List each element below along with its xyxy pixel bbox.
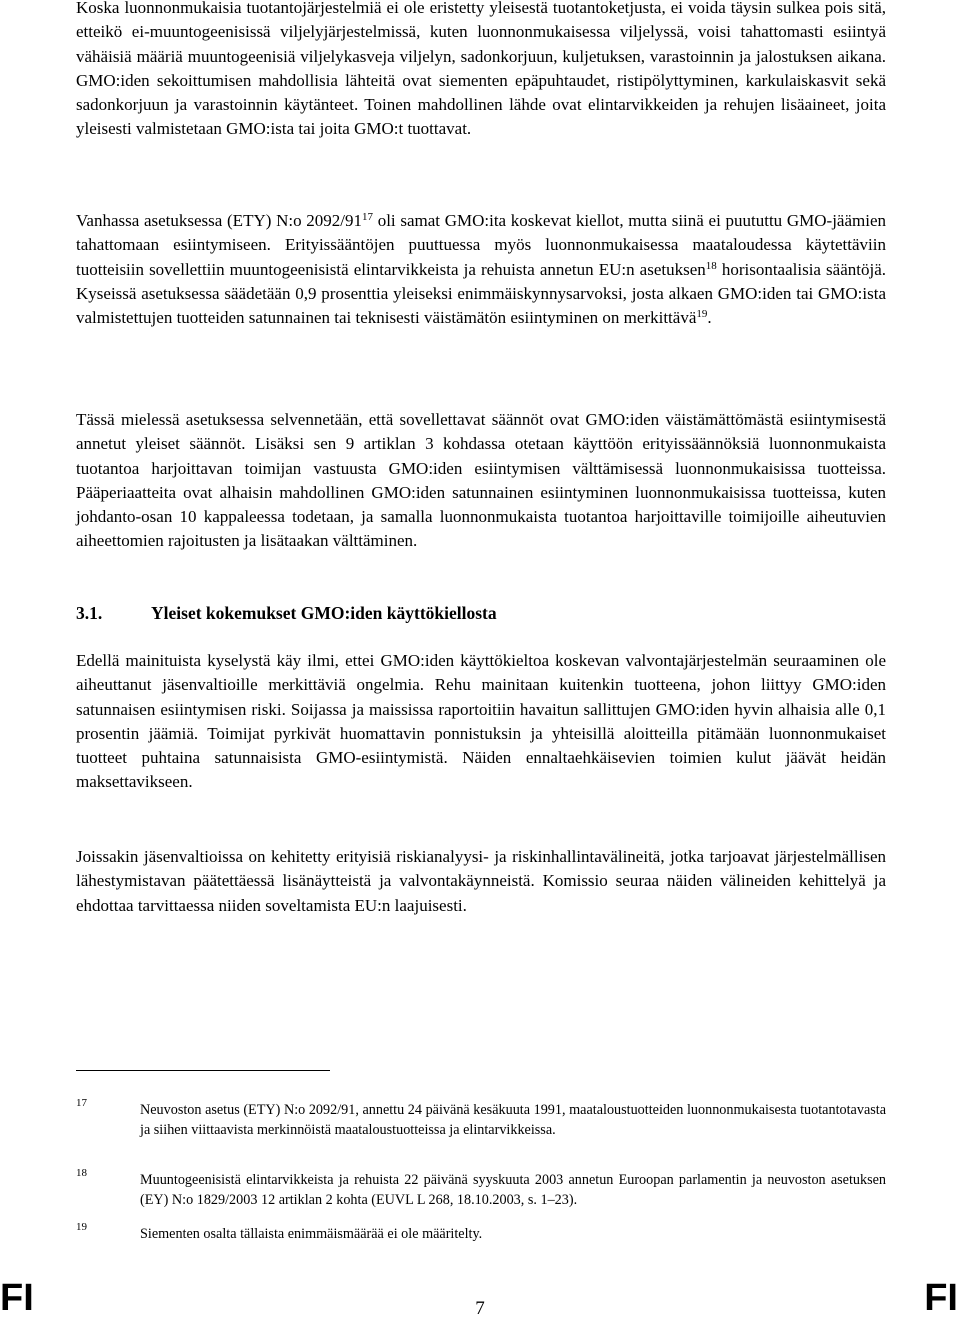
section-number: 3.1.	[76, 603, 103, 623]
footnote-ref-19[interactable]: 19	[696, 308, 708, 321]
paragraph-2-part-a: Vanhassa asetuksessa (ETY) N:o 2092/91	[76, 211, 363, 230]
footnote-separator	[76, 1070, 330, 1071]
footnote-mark: 19	[76, 1221, 87, 1233]
section-heading	[76, 603, 886, 624]
paragraph-4: Edellä mainituista kyselystä käy ilmi, ettei GMO:iden käyttökieltoa koskevan valvontajärjestelmän seuraaminen ole aiheuttanut jäsenvaltioille merkittäviä ongelmia. Rehu mainitaan kuitenkin tuotteena, johon liittyy GMO:iden satunnaisen esiintymisen riski. Soijassa ja maississa raportoitiin havaitun sallittujen GMO:iden hyvin alhaisia alle 0,1 prosentin jäämiä. Toimijat pyrkivät huomattavin ponnistuksin ja yhteisillä aloitteilla pitämään luonnonmukaiset tuotteet puhtaina satunnaisista GMO-esiintymistä. Näiden ennaltaehkäisevien toimien kulut jäävät heidän maksettavikseen.	[76, 651, 886, 792]
paragraph-1: Koska luonnonmukaisia tuotantojärjestelmiä ei ole eristetty yleisestä tuotantoketjusta, ei voida täysin sulkea pois sitä, etteikö ei-muuntogeenisissä viljelyjärjestelmissä, kuten luonnonmukaisessa viljelyssä, voisi tahattomasti esiintyä vähäisiä määriä muuntogeenisiä viljelykasveja viljelyn, sadonkorjuun, kuljetuksen, varastoinnin ja jalostuksen aikana. GMO:iden sekoittumisen mahdollisia lähteitä ovat siementen epäpuhtaudet, ristipölyttyminen, karkulaiskasvit sekä sadonkorjuun ja varastoinnin käytänteet. Toinen mahdollinen lähde ovat elintarvikkeiden ja rehujen lisäaineet, joita yleisesti valmistetaan GMO:ista tai joita GMO:t tuottavat.	[76, 0, 886, 139]
language-code-left: FI	[0, 1277, 34, 1319]
footnote-19	[76, 1221, 886, 1244]
section-title: Yleiset kokemukset GMO:iden käyttökiellosta	[151, 603, 497, 623]
paragraph-2-part-b: oli samat GMO:ita koskevat kiellot, mutta siinä ei puututtu GMO-jäämien tahattomaan esiintymiseen. Erityissääntöjen puuttuessa myös luonnonmukaisessa maataloudessa käytettäviin tuotteisiin sovellettiin muuntogeenisistä elintarvikkeista ja rehuista annetun EU:n asetuksen	[76, 211, 886, 279]
footnote-17	[76, 1097, 886, 1140]
footnote-ref-18[interactable]: 18	[705, 259, 717, 272]
footnote-mark: 17	[76, 1097, 87, 1109]
paragraph-3: Tässä mielessä asetuksessa selvennetään, että sovellettavat säännöt ovat GMO:iden väistämättömästä esiintymisestä annetut yleiset säännöt. Lisäksi sen 9 artiklan 3 kohdassa otetaan käyttöön erityissäännöksiä luonnonmukaista tuotantoa harjoittavan toimijan vastuusta GMO:iden esiintymisen välttämisessä luonnonmukaisissa tuotteissa. Pääperiaatteita ovat alhaisin mahdollinen GMO:iden satunnainen esiintyminen luonnonmukaisissa tuotteissa, kuten johdanto-osan 10 kappaleessa todetaan, ja samalla luonnonmukaista tuotantoa harjoittaville toimijoille aiheutuvien aiheettomien rajoitusten ja lisätaakan välttäminen.	[76, 410, 886, 551]
footnote-text: Muuntogeenisistä elintarvikkeista ja rehuista 22 päivänä syyskuuta 2003 annetun Euroopan parlamentin ja neuvoston asetuksen (EY) N:o 1829/2003 12 artiklan 2 kohta (EUVL L 268, 18.10.2003, s. 1–23).	[140, 1172, 886, 1208]
paragraph-2-part-c: horisontaalisia sääntöjä. Kyseissä asetuksessa säädetään 0,9 prosenttia yleiseksi enimmäiskynnysarvoksi, josta alkaen GMO:iden tai GMO:ista valmistettujen tuotteiden satunnainen tai teknisesti väistämätön esiintyminen on merkittävä	[76, 259, 886, 328]
footnote-18	[76, 1167, 886, 1210]
language-code-right: FI	[924, 1277, 958, 1319]
page-number: 7	[475, 1298, 485, 1319]
paragraph-2-part-d: .	[707, 308, 712, 328]
paragraph-5: Joissakin jäsenvaltioissa on kehitetty erityisiä riskianalyysi- ja riskinhallintavälineitä, jotka tarjoavat järjestelmällisen lähestymistavan päätettäessä lisänäytteistä ja valvontakäynneistä. Komissio seuraa näiden välineiden kehittelyä ja ehdottaa tarvittaessa niiden soveltamista EU:n laajuisesti.	[76, 847, 886, 915]
footnote-text: Siementen osalta tällaista enimmäismäärää ei ole määritelty.	[140, 1226, 483, 1242]
footnote-text: Neuvoston asetus (ETY) N:o 2092/91, annettu 24 päivänä kesäkuuta 1991, maataloustuotteiden luonnonmukaisesta tuotantotavasta ja siihen viittaavista merkinnöistä maataloustuotteissa ja elintarvikkeissa.	[140, 1102, 886, 1138]
footnote-mark: 18	[76, 1167, 87, 1179]
footnote-ref-17[interactable]: 17	[362, 211, 374, 223]
paragraph-2	[76, 209, 886, 330]
